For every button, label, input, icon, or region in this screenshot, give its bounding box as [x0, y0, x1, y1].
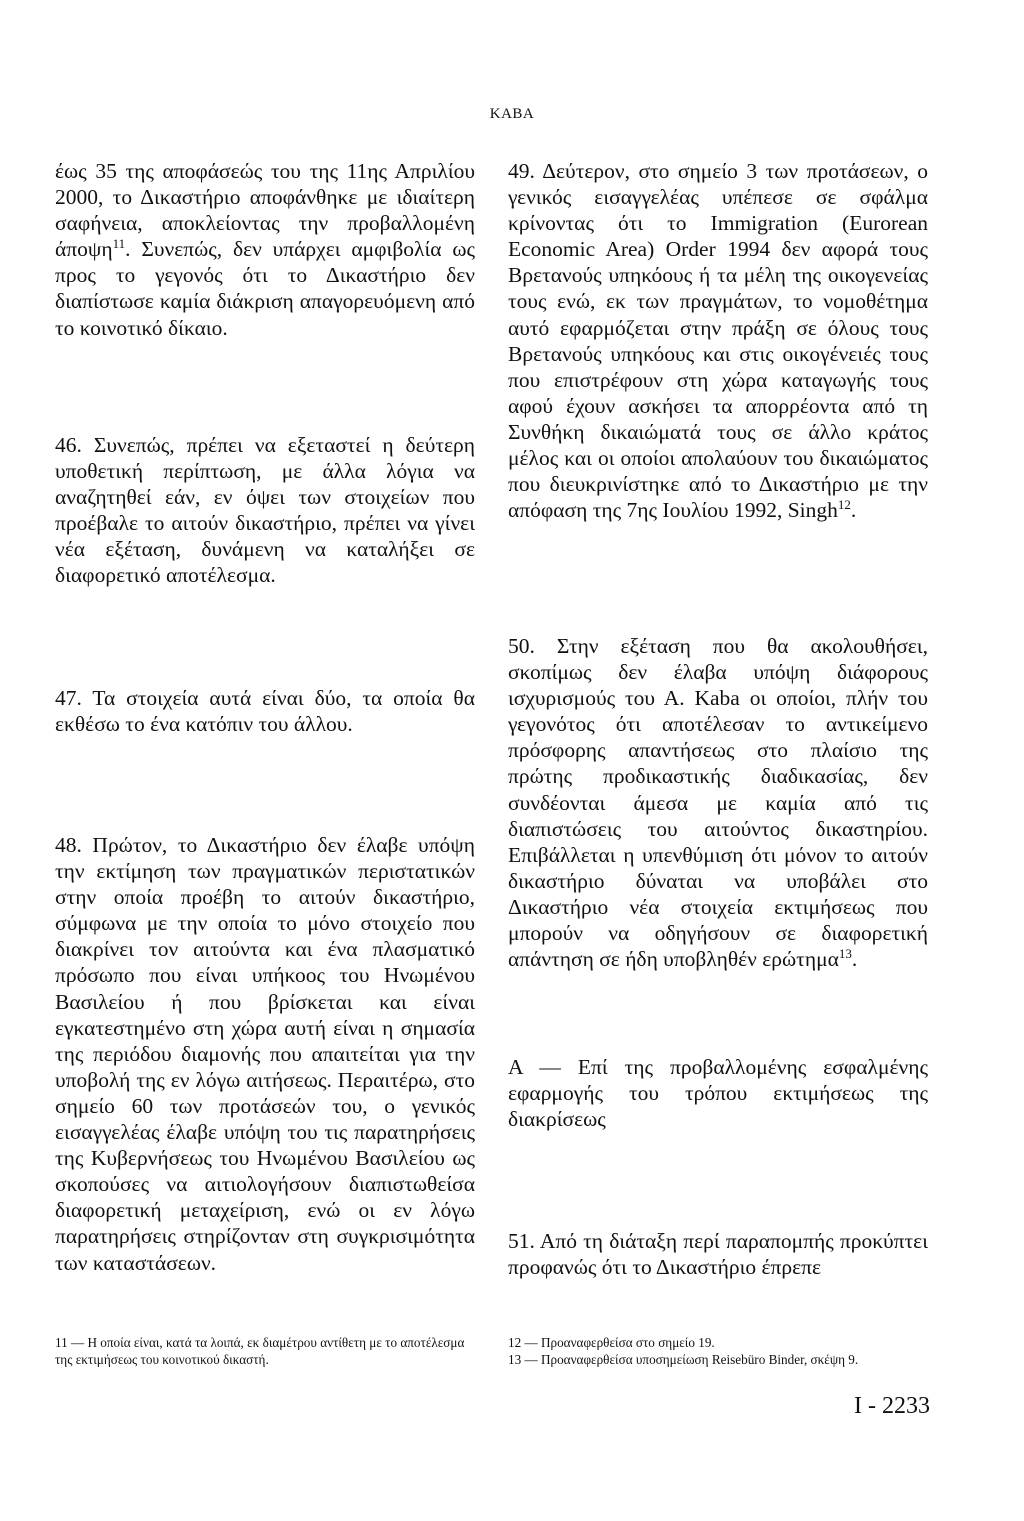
footnote-ref-11: 11: [112, 236, 126, 252]
footnote-13: 13 — Προαναφερθείσα υποσημείωση Reisebüro Binder, σκέψη 9.: [508, 1352, 859, 1367]
paragraph-48: 48. Πρώτον, το Δικαστήριο δεν έλαβε υπόψη την εκτίμηση των πραγματικών περιστατικών στην οποία προέβη το αιτούν δικαστήριο, σύμφωνα με την οποία το μόνο στοιχείο που διακρίνει τον αιτούντα και ένα πλασματικό πρόσωπο που είναι υπήκοος του Ηνωμένου Βασιλείου ή που βρίσκεται και είναι εγκατεστημένο στη χώρα αυτή είναι η σημασία της περιόδου διαμονής που απαιτείται για την υποβολή της εν λόγω αιτήσεως. Περαιτέρω, στο σημείο 60 των προτάσεών του, ο γενικός εισαγγελέας έλαβε υπόψη του τις παρατηρήσεις της Κυβερνήσεως του Ηνωμένου Βασιλείου ως σκοπούσες να αιτιολογήσουν διαπιστωθείσα διαφορετική μεταχείριση, ενώ οι εν λόγω παρατηρήσεις στηρίζονταν στη συγκρισιμότητα των καταστάσεων.: [55, 833, 475, 1275]
footnote-ref-12: 12: [837, 497, 851, 513]
section-heading: Α — Επί της προβαλλομένης εσφαλμένης εφαρμογής του τρόπου εκτιμήσεως της διακρίσεως: [508, 1055, 928, 1132]
page-number: I - 2233: [854, 1393, 930, 1419]
paragraph-46: 46. Συνεπώς, πρέπει να εξεταστεί η δεύτερη υποθετική περίπτωση, με άλλα λόγια να αναζητηθεί εάν, εν όψει των στοιχείων που προέβαλε το αιτούν δικαστήριο, πρέπει να γίνει νέα εξέταση, δυνάμενη να καταλήξει σε διαφορετικό αποτέλεσμα.: [55, 433, 475, 588]
footnotes-left: [55, 1334, 475, 1368]
footnote-11: 11 — Η οποία είναι, κατά τα λοιπά, εκ διαμέτρου αντίθετη με το αποτέλεσμα της εκτιμήσεως του κοινοτικού δικαστή.: [55, 1335, 465, 1367]
paragraph-45-continuation: έως 35 της αποφάσεώς του της 11ης Απριλίου 2000, το Δικαστήριο αποφάνθηκε με ιδιαίτερη σαφήνεια, αποκλείοντας την προβαλλομένη άποψη$^{11}$. Συνεπώς, δεν υπάρχει αμφιβολία ως προς το γεγονός ότι το Δικαστήριο δεν διαπίστωσε καμία διάκριση απαγορευόμενη από το κοινοτικό δίκαιο.: [55, 159, 475, 340]
footnotes-right: [508, 1334, 928, 1368]
footnote-12: 12 — Προαναφερθείσα στο σημείο 19.: [508, 1335, 715, 1350]
footnote-ref-13: 13: [838, 945, 852, 961]
paragraph-51: 51. Από τη διάταξη περί παραπομπής προκύπτει προφανώς ότι το Δικαστήριο έπρεπε: [508, 1229, 928, 1280]
paragraph-47: 47. Τα στοιχεία αυτά είναι δύο, τα οποία θα εκθέσω το ένα κατόπιν του άλλου.: [55, 686, 475, 737]
paragraph-49: 49. Δεύτερον, στο σημείο 3 των προτάσεων, ο γενικός εισαγγελέας υπέπεσε σε σφάλμα κρίνοντας ότι το Immigration (Eurorean Economic Area) Order 1994 δεν αφορά τους Βρετανούς υπηκόους ή τα μέλη της οικογενείας τους ενώ, εκ των πραγμάτων, το νομοθέτημα αυτό εφαρμόζεται στην πράξη σε όλους τους Βρετανούς υπηκόους και στις οικογένειές τους που επιστρέφουν στη χώρα καταγωγής τους αφού έχουν ασκήσει τα απορρέοντα από τη Συνθήκη δικαιώματά τους σε άλλο κράτος μέλος και οι οποίοι απολαύουν του δικαιώματος που διευκρινίστηκε από το Δικαστήριο με την απόφαση της 7ης Ιουλίου 1992, Singh$^{12}$.: [508, 159, 928, 523]
running-header: KABA: [489, 106, 535, 122]
paragraph-50: 50. Στην εξέταση που θα ακολουθήσει, σκοπίμως δεν έλαβα υπόψη διάφορους ισχυρισμούς του Α. Kaba οι οποίοι, πλήν του γεγονότος ότι αποτέλεσαν το αντικείμενο πρόσφορης απαντήσεως στο πλαίσιο της πρώτης προδικαστικής διαδικασίας, δεν συνδέονται άμεσα με καμία από τις διαπιστώσεις του αιτούντος δικαστηρίου. Επιβάλλεται η υπενθύμιση ότι μόνον το αιτούν δικαστήριο δύναται να υποβάλει στο Δικαστήριο νέα στοιχεία εκτιμήσεως που μπορούν να οδηγήσουν σε διαφορετική απάντηση σε ήδη υποβληθέν ερώτημα$^{13}$.: [508, 634, 928, 972]
left-column: [55, 158, 475, 341]
